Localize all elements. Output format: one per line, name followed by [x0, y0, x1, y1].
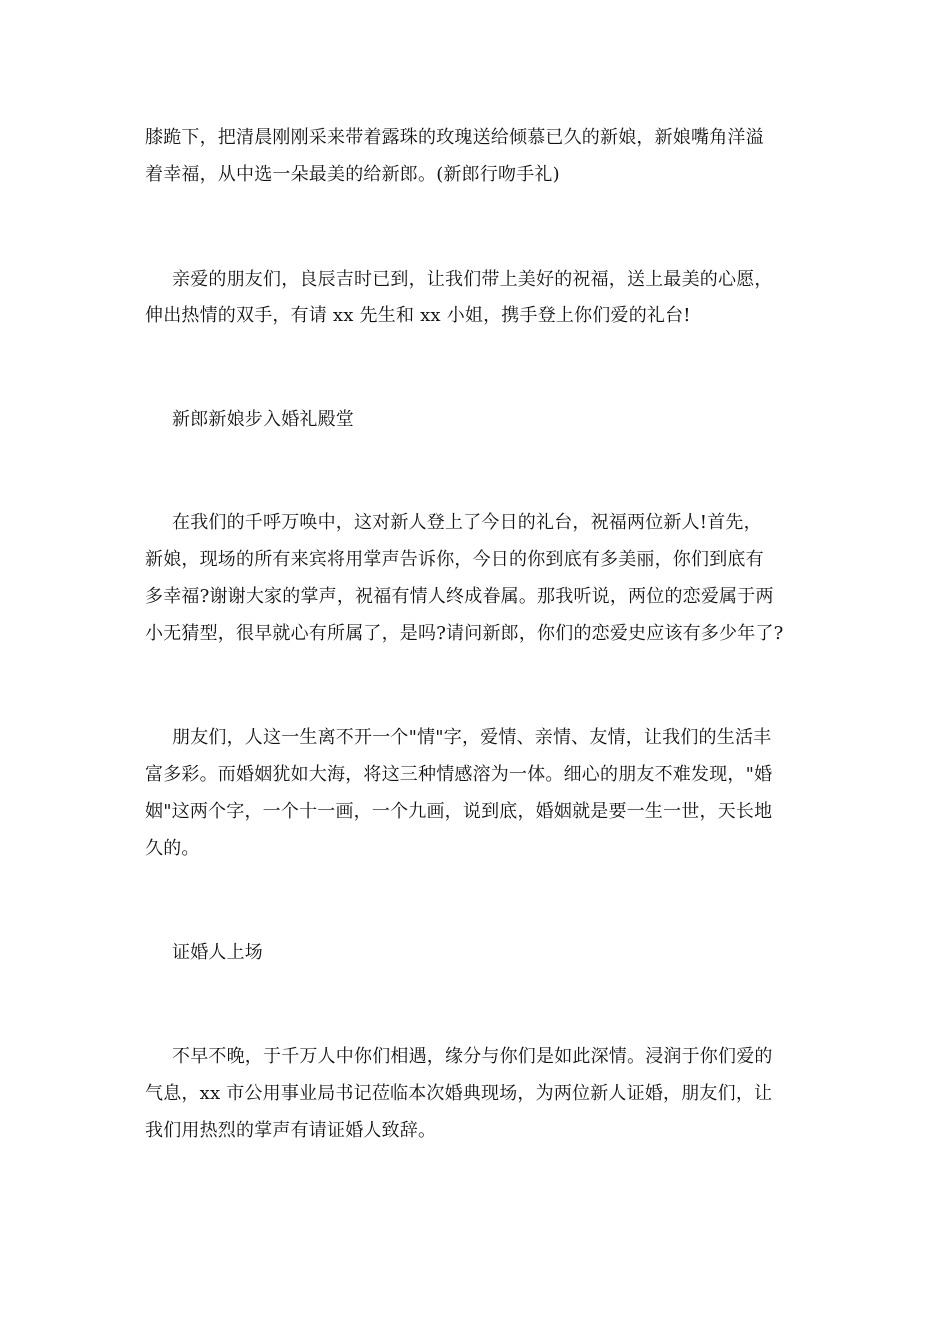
- section-heading-witness-entrance: 证婚人上场: [172, 942, 263, 963]
- paragraph-5-line-4: 久的。: [145, 838, 200, 859]
- paragraph-4-line-2: 新娘，现场的所有来宾将用掌声告诉你，今日的你到底有多美丽，你们到底有: [145, 549, 764, 570]
- paragraph-2-line-1: 亲爱的朋友们，良辰吉时已到，让我们带上美好的祝福，送上最美的心愿，: [172, 269, 773, 290]
- section-heading-bride-groom-enter: 新郎新娘步入婚礼殿堂: [172, 409, 354, 430]
- paragraph-4-line-4: 小无猜型，很早就心有所属了，是吗?请问新郎，你们的恋爱史应该有多少年了?: [145, 623, 784, 644]
- paragraph-4-line-3: 多幸福?谢谢大家的掌声，祝福有情人终成眷属。那我听说，两位的恋爱属于两: [145, 586, 774, 607]
- paragraph-2-line-2: 伸出热情的双手，有请 xx 先生和 xx 小姐，携手登上你们爱的礼台!: [145, 305, 691, 326]
- paragraph-1-line-2: 着幸福，从中选一朵最美的给新郎。(新郎行吻手礼): [145, 164, 560, 185]
- paragraph-5-line-3: 姻"这两个字，一个十一画，一个九画，说到底，婚姻就是要一生一世，天长地: [145, 801, 773, 822]
- paragraph-5-line-1: 朋友们，人这一生离不开一个"情"字，爱情、亲情、友情，让我们的生活丰: [172, 727, 772, 748]
- paragraph-7-line-1: 不早不晚，于千万人中你们相遇，缘分与你们是如此深情。浸润于你们爱的: [172, 1046, 773, 1067]
- paragraph-4-line-1: 在我们的千呼万唤中，这对新人登上了今日的礼台，祝福两位新人!首先，: [172, 512, 762, 533]
- paragraph-7-line-2: 气息，xx 市公用事业局书记莅临本次婚典现场，为两位新人证婚，朋友们，让: [145, 1083, 773, 1104]
- paragraph-1-line-1: 膝跪下，把清晨刚刚采来带着露珠的玫瑰送给倾慕已久的新娘，新娘嘴角洋溢: [145, 127, 764, 148]
- paragraph-5-line-2: 富多彩。而婚姻犹如大海，将这三种情感溶为一体。细心的朋友不难发现，"婚: [145, 764, 773, 785]
- paragraph-7-line-3: 我们用热烈的掌声有请证婚人致辞。: [145, 1120, 437, 1141]
